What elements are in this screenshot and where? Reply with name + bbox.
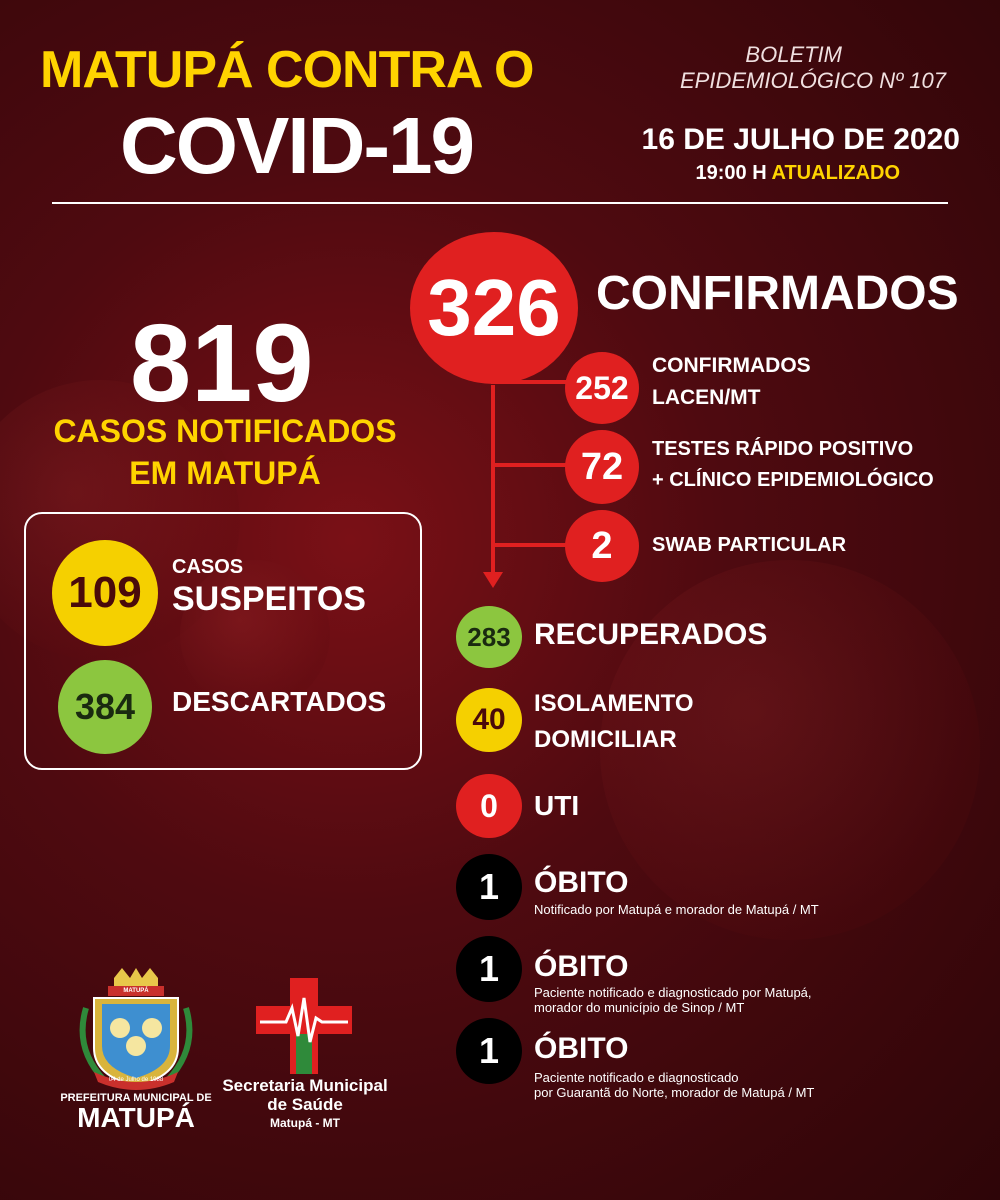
bulletin-line2: EPIDEMIOLÓGICO Nº 107 xyxy=(680,68,946,93)
bulletin-date: 16 DE JULHO DE 2020 xyxy=(641,123,960,156)
suspects-count: 109 xyxy=(52,540,158,646)
confirmed-count: 326 xyxy=(410,232,578,384)
isolation-label xyxy=(534,686,694,758)
bulletin-time xyxy=(0,162,900,185)
crest-banner: MATUPÁ xyxy=(123,988,149,994)
secretaria-line3: Matupá - MT xyxy=(270,1116,340,1130)
notified-label-line1: CASOS NOTIFICADOS xyxy=(53,413,397,449)
bulletin-label xyxy=(0,42,982,94)
rapid-test-line1: TESTES RÁPIDO POSITIVO xyxy=(652,438,914,460)
death-1-note xyxy=(534,902,819,917)
swab-count: 2 xyxy=(565,510,639,582)
crest-ribbon: 04 de Julho de 1988 xyxy=(108,1077,164,1083)
rapid-test-line2: + CLÍNICO EPIDEMIOLÓGICO xyxy=(652,469,934,491)
death-2-label: ÓBITO xyxy=(534,950,629,983)
swab-label: SWAB PARTICULAR xyxy=(652,534,847,556)
secretaria-label xyxy=(220,1076,390,1133)
header-divider xyxy=(52,202,948,204)
death-1-count: 1 xyxy=(456,854,522,920)
isolation-line1: ISOLAMENTO xyxy=(534,690,694,717)
icu-count: 0 xyxy=(456,774,522,838)
death-3-count: 1 xyxy=(456,1018,522,1084)
confirmed-lacen-label xyxy=(652,350,811,414)
death-1-note-line1: Notificado por Matupá e morador de Matupá / MT xyxy=(534,902,819,917)
recovered-label: RECUPERADOS xyxy=(534,618,768,651)
death-3-note-line2: por Guarantã do Norte, morador de Matupá / MT xyxy=(534,1085,815,1100)
secretaria-line1: Secretaria Municipal xyxy=(222,1076,388,1095)
recovered-count: 283 xyxy=(456,606,522,668)
notified-label xyxy=(30,410,420,494)
health-cross-logo xyxy=(256,978,352,1074)
title-line1: MATUPÁ CONTRA O xyxy=(40,41,534,99)
death-3-label: ÓBITO xyxy=(534,1032,629,1065)
notified-label-line2: EM MATUPÁ xyxy=(129,455,321,491)
title-line2: COVID-19 xyxy=(120,101,473,190)
discarded-label: DESCARTADOS xyxy=(172,686,387,717)
rapid-test-label xyxy=(652,434,934,496)
death-2-note-line2: morador do município de Sinop / MT xyxy=(534,1000,745,1015)
prefeitura-line2: MATUPÁ xyxy=(77,1102,195,1133)
confirmed-lacen-count: 252 xyxy=(565,352,639,424)
connector-2 xyxy=(491,543,571,547)
suspects-label: SUSPEITOS xyxy=(172,580,366,618)
isolation-count: 40 xyxy=(456,688,522,752)
death-2-note xyxy=(534,985,812,1015)
death-2-count: 1 xyxy=(456,936,522,1002)
prefeitura-line1: PREFEITURA MUNICIPAL DE xyxy=(60,1092,212,1104)
confirmed-label: CONFIRMADOS xyxy=(596,267,959,320)
discarded-count: 384 xyxy=(58,660,152,754)
connector-72 xyxy=(491,463,571,467)
isolation-line2: DOMICILIAR xyxy=(534,726,677,753)
updated-label: ATUALIZADO xyxy=(771,162,900,184)
death-2-note-line1: Paciente notificado e diagnosticado por Matupá, xyxy=(534,985,812,1000)
bulletin-line1: BOLETIM xyxy=(745,42,842,67)
death-3-note xyxy=(534,1070,814,1100)
death-3-note-line1: Paciente notificado e diagnosticado xyxy=(534,1070,739,1085)
icu-label: UTI xyxy=(534,790,580,821)
confirmed-lacen-line1: CONFIRMADOS xyxy=(652,354,811,377)
arrow-down-icon xyxy=(483,572,503,588)
rapid-test-count: 72 xyxy=(565,430,639,504)
time-value: 19:00 H xyxy=(695,162,767,184)
notified-count: 819 xyxy=(130,302,314,425)
secretaria-line2: de Saúde xyxy=(267,1095,343,1114)
suspects-label-small: CASOS xyxy=(172,556,244,578)
death-1-label: ÓBITO xyxy=(534,866,629,899)
red-cross-icon xyxy=(256,978,352,1074)
confirmed-lacen-line2: LACEN/MT xyxy=(652,386,761,409)
